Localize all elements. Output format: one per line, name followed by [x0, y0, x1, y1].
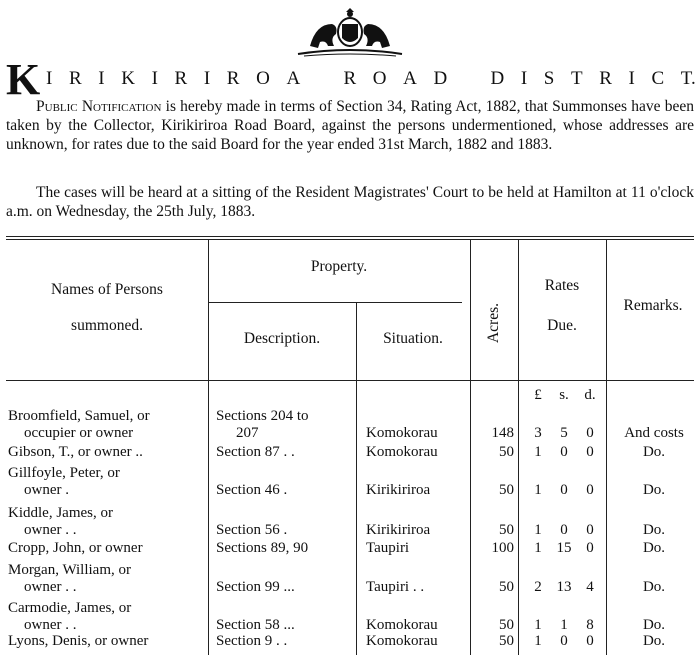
- row-pence: 4: [586, 579, 594, 595]
- row-remarks: Do.: [642, 540, 666, 556]
- header-remarks: Remarks.: [623, 297, 683, 314]
- row-remarks: And costs: [624, 425, 684, 441]
- column-divider: [208, 239, 209, 655]
- row-situation: Komokorau: [366, 444, 438, 460]
- notice-lead: Public Notification: [36, 98, 162, 115]
- notice-title: [6, 55, 696, 104]
- row-situation: Komokorau: [366, 617, 438, 633]
- row-shillings: 0: [560, 482, 568, 498]
- title-letter: I: [151, 68, 158, 89]
- row-name: Broomfield, Samuel, or: [8, 408, 150, 424]
- row-pence: 0: [586, 633, 594, 649]
- row-shillings: 13: [556, 579, 572, 595]
- title-rest: [46, 68, 696, 90]
- row-acres: 50: [499, 617, 514, 633]
- row-name-cont: owner . .: [24, 617, 77, 633]
- title-letter: R: [599, 68, 612, 89]
- row-shillings: 0: [560, 444, 568, 460]
- row-description: Section 9 . .: [216, 633, 288, 649]
- row-acres: 50: [499, 633, 514, 649]
- header-shillings: s.: [559, 387, 569, 403]
- row-pounds: 1: [534, 482, 542, 498]
- row-shillings: 0: [560, 633, 568, 649]
- row-acres: 50: [499, 522, 514, 538]
- row-pounds: 1: [534, 617, 542, 633]
- row-pounds: 1: [534, 540, 542, 556]
- row-name: Gillfoyle, Peter, or: [8, 465, 120, 481]
- title-initial: K: [6, 55, 41, 104]
- header-acres: Acres.: [485, 302, 502, 344]
- header-property: Property.: [310, 258, 368, 275]
- row-remarks: Do.: [642, 633, 666, 649]
- row-shillings: 5: [560, 425, 568, 441]
- row-name: Cropp, John, or owner: [8, 540, 143, 556]
- row-pence: 0: [586, 425, 594, 441]
- row-description: Section 99 ...: [216, 579, 295, 595]
- row-pounds: 1: [534, 522, 542, 538]
- row-situation: Komokorau: [366, 633, 438, 649]
- row-shillings: 1: [560, 617, 568, 633]
- row-description: Section 56 .: [216, 522, 288, 538]
- title-letter: S: [543, 68, 555, 89]
- row-pounds: 1: [534, 444, 542, 460]
- row-remarks: Do.: [642, 444, 666, 460]
- row-situation: Taupiri: [366, 540, 410, 556]
- row-remarks: Do.: [642, 579, 666, 595]
- title-letter: I: [628, 68, 635, 89]
- header-due: Due.: [547, 317, 577, 334]
- title-letter: C: [651, 68, 665, 89]
- title-letter: A: [286, 68, 301, 89]
- row-acres: 50: [499, 482, 514, 498]
- row-name: Morgan, William, or: [8, 562, 131, 578]
- row-name: Kiddle, James, or: [8, 505, 113, 521]
- title-letter: R: [68, 68, 82, 89]
- row-shillings: 0: [560, 522, 568, 538]
- row-acres: 148: [491, 425, 514, 441]
- notice-paragraph-2: The cases will be heard at a sitting of the Resident Magistrates' Court to be held at Hamilton at 11 o'clock a.m. on Wednesday, the 25th July, 1883.: [6, 184, 694, 220]
- row-acres: 50: [499, 444, 514, 460]
- column-divider: [518, 239, 519, 655]
- header-names-line2: summoned.: [71, 317, 143, 334]
- header-names-line1: Names of Persons: [51, 281, 163, 298]
- row-description-cont: 207: [236, 425, 259, 441]
- title-letter: T.: [680, 68, 696, 89]
- row-name-cont: owner . .: [24, 579, 77, 595]
- header-pounds: £: [534, 387, 542, 403]
- row-pence: 0: [586, 540, 594, 556]
- row-pence: 8: [586, 617, 594, 633]
- notice-paragraph-1: [6, 97, 694, 154]
- row-situation: Kirikiriroa: [366, 482, 431, 498]
- header-bottom-rule: [6, 380, 694, 381]
- row-description: Sections 89, 90: [216, 540, 309, 556]
- row-name-cont: owner . .: [24, 522, 77, 538]
- title-letter: O: [372, 68, 387, 89]
- row-name: Gibson, T., or owner ..: [8, 444, 143, 460]
- property-divider-rule: [208, 302, 462, 303]
- row-situation: Kirikiriroa: [366, 522, 431, 538]
- title-letter: K: [121, 68, 135, 89]
- title-letter: I: [520, 68, 528, 89]
- row-name: Carmodie, James, or: [8, 600, 132, 616]
- row-remarks: Do.: [642, 617, 666, 633]
- notice-paragraph-1-text: is hereby made in terms of Section 34, Rating Act, 1882, that Summonses have been taken by the Collector, Kirikiriroa Road Board, against the persons undermentioned, whose addresses are unknown, for rates due to the said Board for the year ended 31st March, 1882 and 1883.: [6, 98, 694, 153]
- row-remarks: Do.: [642, 482, 666, 498]
- row-situation: Taupiri . .: [366, 579, 425, 595]
- row-situation: Komokorau: [366, 425, 438, 441]
- header-situation: Situation.: [383, 330, 443, 347]
- row-acres: 100: [491, 540, 514, 556]
- title-letter: I: [98, 68, 105, 89]
- coat-of-arms-icon: [280, 6, 420, 58]
- row-shillings: 15: [556, 540, 572, 556]
- column-divider: [470, 239, 471, 655]
- title-letter: R: [174, 68, 188, 89]
- row-pence: 0: [586, 482, 594, 498]
- row-description: Section 58 ...: [216, 617, 295, 633]
- row-description: Section 46 .: [216, 482, 288, 498]
- header-pence: d.: [584, 387, 596, 403]
- title-letter: I: [46, 68, 53, 89]
- row-description: Sections 204 to: [216, 408, 309, 424]
- row-name: Lyons, Denis, or owner: [8, 633, 149, 649]
- column-divider: [356, 302, 357, 655]
- row-acres: 50: [499, 579, 514, 595]
- title-letter: R: [343, 68, 357, 89]
- title-letter: R: [226, 68, 240, 89]
- row-pounds: 1: [534, 633, 542, 649]
- header-description: Description.: [243, 330, 321, 347]
- row-description: Section 87 . .: [216, 444, 295, 460]
- row-name-cont: occupier or owner: [24, 425, 134, 441]
- title-letter: A: [403, 68, 417, 89]
- row-name-cont: owner .: [24, 482, 69, 498]
- title-letter: T: [570, 68, 583, 89]
- row-pence: 0: [586, 522, 594, 538]
- title-letter: I: [203, 68, 211, 89]
- row-pence: 0: [586, 444, 594, 460]
- title-letter: [317, 68, 327, 90]
- row-pounds: 2: [534, 579, 542, 595]
- row-pounds: 3: [534, 425, 542, 441]
- title-letter: O: [256, 68, 270, 89]
- title-letter: D: [433, 68, 448, 89]
- table-top-rule: [6, 236, 694, 237]
- title-letter: D: [490, 68, 505, 89]
- table-top-rule-inner: [6, 239, 694, 240]
- row-remarks: Do.: [642, 522, 666, 538]
- title-letter: [464, 68, 474, 90]
- header-rates: Rates: [544, 277, 580, 294]
